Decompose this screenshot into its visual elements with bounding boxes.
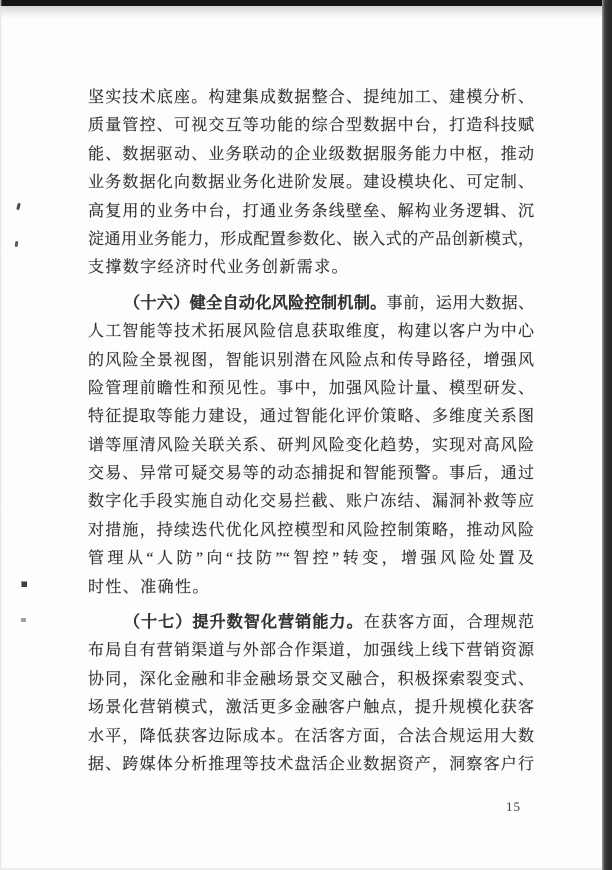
section-17-heading: （十七）提升数智化营销能力。: [124, 614, 364, 632]
text-line: 质量管控、可视交互等功能的综合型数据中台，打造科技赋: [88, 117, 534, 135]
text-line: 数字化手段实施自动化交易拦截、账户冻结、漏洞补救等应: [88, 493, 534, 511]
text-line: 据、跨媒体分析推理等技术盘活企业数据资产，洞察客户行: [88, 755, 534, 773]
text-line: 场景化营销模式，激活更多金融客户触点，提升规模化获客: [88, 699, 534, 717]
text-line: 水平，降低获客边际成本。在活客方面，合法合规运用大数: [88, 727, 534, 745]
text-line: 人工智能等技术拓展风险信息获取维度，构建以客户为中心: [88, 323, 534, 341]
text-line: 的风险全景视图，智能识别潜在风险点和传导路径，增强风: [88, 351, 534, 369]
text-line: 业务数据化向数据业务化进阶发展。建设模块化、可定制、: [88, 174, 534, 192]
scan-right-edge: [602, 0, 612, 870]
paragraph-section-16: [88, 290, 534, 602]
document-body: [88, 84, 534, 779]
scan-speck: [21, 618, 26, 622]
section-16-heading: （十六）健全自动化风险控制机制。: [124, 294, 387, 312]
text-line: [88, 290, 534, 318]
page-number: 15: [506, 799, 521, 814]
paragraph-continuation: [88, 84, 534, 283]
text-line: 交易、异常可疑交易等的动态捕捉和智能预警。事后，通过: [88, 465, 534, 483]
text-line: 高复用的业务中台，打通业务条线壁垒、解构业务逻辑、沉: [88, 202, 534, 220]
text-line: 管理从“人防”向“技防”“智控”转变，增强风险处置及: [88, 550, 534, 568]
text-line: 能、数据驱动、业务联动的企业级数据服务能力中枢，推动: [88, 145, 534, 163]
scan-speck: [15, 241, 19, 247]
text-line: 险管理前瞻性和预见性。事中，加强风险计量、模型研发、: [88, 379, 534, 397]
scan-speck: [21, 581, 27, 587]
text-line: 谱等厘清风险关联关系、研判风险变化趋势，实现对高风险: [88, 436, 534, 454]
scan-left-edge: [0, 0, 2, 870]
text-line: 特征提取等能力建设，通过智能化评价策略、多维度关系图: [88, 408, 534, 426]
text-line: 时性、准确性。: [88, 578, 210, 596]
text-line: 支撑数字经济时代业务创新需求。: [88, 259, 350, 277]
text-line: 对措施，持续迭代优化风控模型和风险控制策略，推动风险: [88, 521, 534, 539]
text-line: 淀通用业务能力，形成配置参数化、嵌入式的产品创新模式，: [88, 230, 534, 248]
text-line: 坚实技术底座。构建集成数据整合、提纯加工、建模分析、: [88, 89, 534, 106]
text-line: 布局自有营销渠道与外部合作渠道，加强线上线下营销资源: [88, 642, 534, 660]
text-line: [88, 609, 534, 637]
section-16-lead-text: 事前，运用大数据、: [386, 294, 534, 312]
scan-speck: [16, 203, 21, 211]
paragraph-section-17: [88, 609, 534, 779]
text-line: 协同，深化金融和非金融场景交叉融合，积极探索裂变式、: [88, 670, 534, 688]
scan-top-shadow: [0, 6, 612, 18]
section-17-lead-text: 在获客方面，合理规范: [363, 614, 534, 632]
